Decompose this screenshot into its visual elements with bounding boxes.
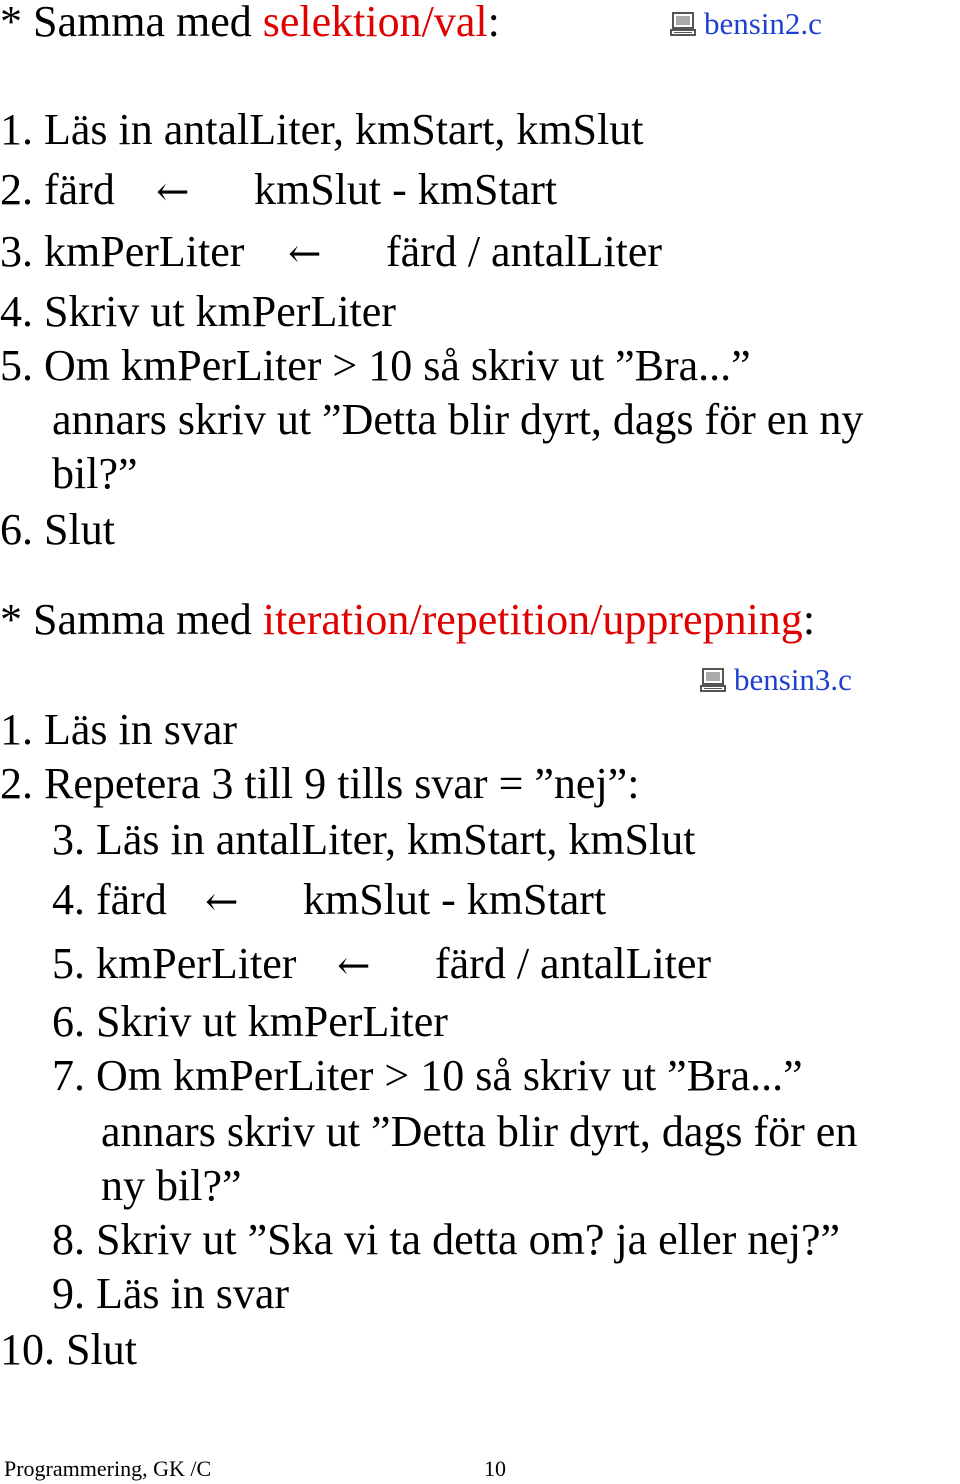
step-expression: färd / antalLiter [386,227,663,276]
left-arrow-icon: ← [288,231,322,277]
file-link-label[interactable]: bensin2.c [704,6,822,41]
step-line: 6. Skriv ut kmPerLiter [52,997,448,1046]
left-arrow-icon: ← [337,943,371,989]
step-line: 5. Om kmPerLiter > 10 så skriv ut ”Bra...” [0,341,751,390]
step-line: 2. Repetera 3 till 9 tills svar = ”nej”: [0,759,640,808]
step-line: 10. Slut [0,1325,137,1374]
step-line: 4. Skriv ut kmPerLiter [0,287,396,336]
step-label: 2. färd [0,165,115,214]
step-line: 3. Läs in antalLiter, kmStart, kmSlut [52,815,696,864]
file-link-bensin3[interactable] [700,664,852,695]
page-number: 10 [484,1456,506,1481]
step-line [52,939,297,988]
step-line: 1. Läs in antalLiter, kmStart, kmSlut [0,105,644,154]
step-label: 5. kmPerLiter [52,939,297,988]
step-line: 9. Läs in svar [52,1269,290,1318]
step-line: 1. Läs in svar [0,705,238,754]
heading-prefix: * Samma med [0,0,263,46]
step-line [0,165,115,214]
heading-suffix: : [487,0,500,46]
heading-keyword: iteration/repetition/upprepning [262,595,803,644]
computer-icon [700,667,726,693]
left-arrow-icon: ← [205,879,239,925]
section1-heading [0,0,500,44]
footer-course: Programmering, GK /C [4,1456,212,1481]
computer-icon [670,11,696,37]
file-link-label[interactable]: bensin3.c [734,662,852,697]
file-link-bensin2[interactable] [670,8,822,39]
heading-suffix: : [802,595,816,644]
heading-keyword: selektion/val [262,0,488,46]
step-line: 6. Slut [0,505,115,554]
step-continuation: annars skriv ut ”Detta blir dyrt, dags för en [101,1107,858,1156]
step-label: 4. färd [52,875,167,924]
step-line: 7. Om kmPerLiter > 10 så skriv ut ”Bra...” [52,1051,803,1100]
step-line [52,875,167,924]
step-expression: kmSlut - kmStart [254,165,558,214]
step-expression: kmSlut - kmStart [303,875,607,924]
step-expression: färd / antalLiter [435,939,712,988]
step-label: 3. kmPerLiter [0,227,245,276]
step-line [0,227,245,276]
left-arrow-icon: ← [156,169,190,215]
step-continuation: ny bil?” [101,1161,242,1210]
step-continuation: annars skriv ut ”Detta blir dyrt, dags för en ny [52,395,864,444]
step-line: 8. Skriv ut ”Ska vi ta detta om? ja eller nej?” [52,1215,841,1264]
step-continuation: bil?” [52,449,138,498]
heading-prefix: * Samma med [0,595,263,644]
section2-heading [0,595,816,644]
